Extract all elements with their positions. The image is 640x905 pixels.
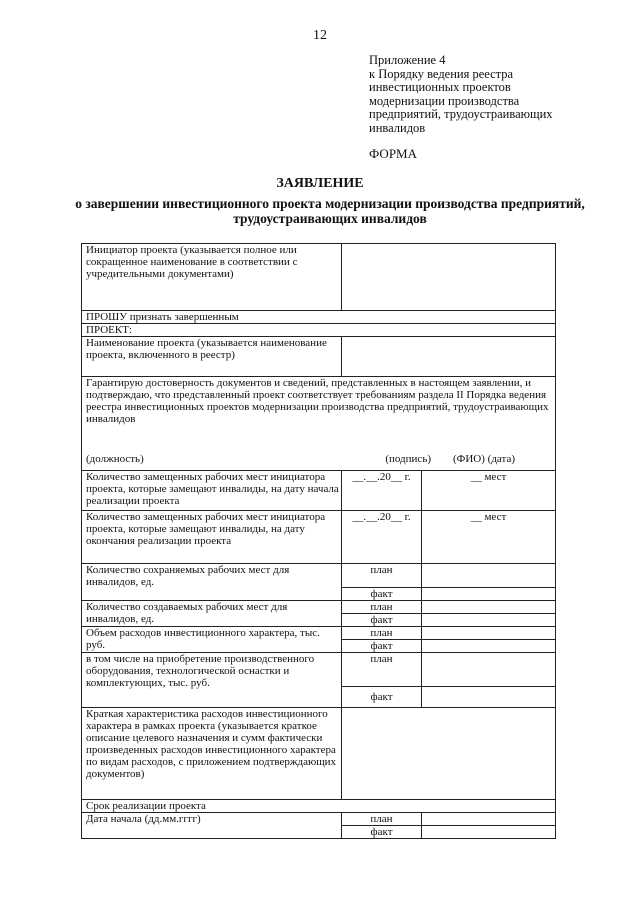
start-fact-label: факт <box>342 826 422 839</box>
investment-fact-value <box>422 640 556 653</box>
equipment-plan-label: план <box>342 653 422 687</box>
row-kept-plan <box>82 564 556 588</box>
kept-plan-value <box>422 564 556 588</box>
description-value <box>342 708 556 800</box>
document-subtitle: о завершении инвестиционного проекта модернизации производства предприятий, трудоустраивающих инвалидов <box>75 196 585 226</box>
equipment-fact-value <box>422 687 556 708</box>
kept-jobs-label: Количество сохраняемых рабочих мест для инвалидов, ед. <box>82 564 342 601</box>
created-fact-value <box>422 614 556 627</box>
jobs-start-count: __ мест <box>422 471 556 511</box>
initiator-value <box>342 244 556 311</box>
equipment-label: в том числе на приобретение производственного оборудования, технологической оснастки и комплектующих, тыс. руб. <box>82 653 342 708</box>
jobs-start-date: __.__.20__ г. <box>342 471 422 511</box>
application-form-table <box>81 243 556 839</box>
jobs-end-label: Количество замещенных рабочих мест инициатора проекта, которые замещают инвалиды, на дату окончания реализации проекта <box>82 511 342 564</box>
row-project-name <box>82 337 556 377</box>
form-label: ФОРМА <box>369 146 417 161</box>
start-date-label: Дата начала (дд.мм.гггг) <box>82 813 342 839</box>
appendix-line: предприятий, трудоустраивающих <box>369 107 553 121</box>
start-fact-value <box>422 826 556 839</box>
row-equipment-plan <box>82 653 556 687</box>
appendix-line: инвестиционных проектов <box>369 80 511 94</box>
kept-plan-label: план <box>342 564 422 588</box>
appendix-line: Приложение 4 <box>369 53 446 67</box>
equipment-plan-value <box>422 653 556 687</box>
row-term <box>82 800 556 813</box>
kept-fact-value <box>422 588 556 601</box>
appendix-line: к Порядку ведения реестра <box>369 66 514 81</box>
investment-label: Объем расходов инвестиционного характера, тыс. руб. <box>82 627 342 653</box>
row-created-plan <box>82 601 556 614</box>
jobs-start-label: Количество замещенных рабочих мест инициатора проекта, которые замещают инвалиды, на дату начала реализации проекта <box>82 471 342 511</box>
request-text: ПРОШУ признать завершенным <box>82 311 556 324</box>
investment-plan-value <box>422 627 556 640</box>
signature-line <box>86 453 555 467</box>
kept-fact-label: факт <box>342 588 422 601</box>
start-plan-label: план <box>342 813 422 826</box>
project-name-label: Наименование проекта (указывается наименование проекта, включенного в реестр) <box>82 337 342 377</box>
investment-fact-label: факт <box>342 640 422 653</box>
initiator-label: Инициатор проекта (указывается полное или сокращенное наименование в соответствии с учредительными документами) <box>82 244 342 311</box>
document-title: ЗАЯВЛЕНИЕ <box>276 176 364 191</box>
created-jobs-label: Количество создаваемых рабочих мест для инвалидов, ед. <box>82 601 342 627</box>
appendix-line: модернизации производства <box>369 93 520 108</box>
term-heading: Срок реализации проекта <box>82 800 556 813</box>
signature-caption: (подпись) <box>385 453 431 465</box>
created-fact-label: факт <box>342 614 422 627</box>
created-plan-value <box>422 601 556 614</box>
fio-date-caption: (ФИО) (дата) <box>453 453 515 465</box>
appendix-reference <box>369 54 629 135</box>
row-request <box>82 311 556 324</box>
row-jobs-end <box>82 511 556 564</box>
row-description <box>82 708 556 800</box>
row-project <box>82 324 556 337</box>
position-caption: (должность) <box>86 453 144 465</box>
row-initiator <box>82 244 556 311</box>
guarantee-block <box>82 377 556 471</box>
guarantee-text: Гарантирую достоверность документов и сведений, представленных в настоящем заявлении, и подтверждаю, что представленный проект соответствует требованиям раздела II Порядка ведения реестра инвестиционных проектов модернизации производства предприятий, трудоустраивающих инвалидов <box>86 377 549 425</box>
jobs-end-count: __ мест <box>422 511 556 564</box>
equipment-fact-label: факт <box>342 687 422 708</box>
jobs-end-date: __.__.20__ г. <box>342 511 422 564</box>
description-label: Краткая характеристика расходов инвестиционного характера в рамках проекта (указывается краткое описание целевого назначения и сумм фактически произведенных расходов инвестиционного характера по видам расходов, с приложением подтверждающих документов) <box>82 708 342 800</box>
page-number: 12 <box>313 28 327 43</box>
row-jobs-start <box>82 471 556 511</box>
project-heading: ПРОЕКТ: <box>82 324 556 337</box>
row-guarantee <box>82 377 556 471</box>
appendix-line: инвалидов <box>369 120 426 135</box>
start-plan-value <box>422 813 556 826</box>
row-investment-plan <box>82 627 556 640</box>
project-name-value <box>342 337 556 377</box>
created-plan-label: план <box>342 601 422 614</box>
row-start-plan <box>82 813 556 826</box>
investment-plan-label: план <box>342 627 422 640</box>
